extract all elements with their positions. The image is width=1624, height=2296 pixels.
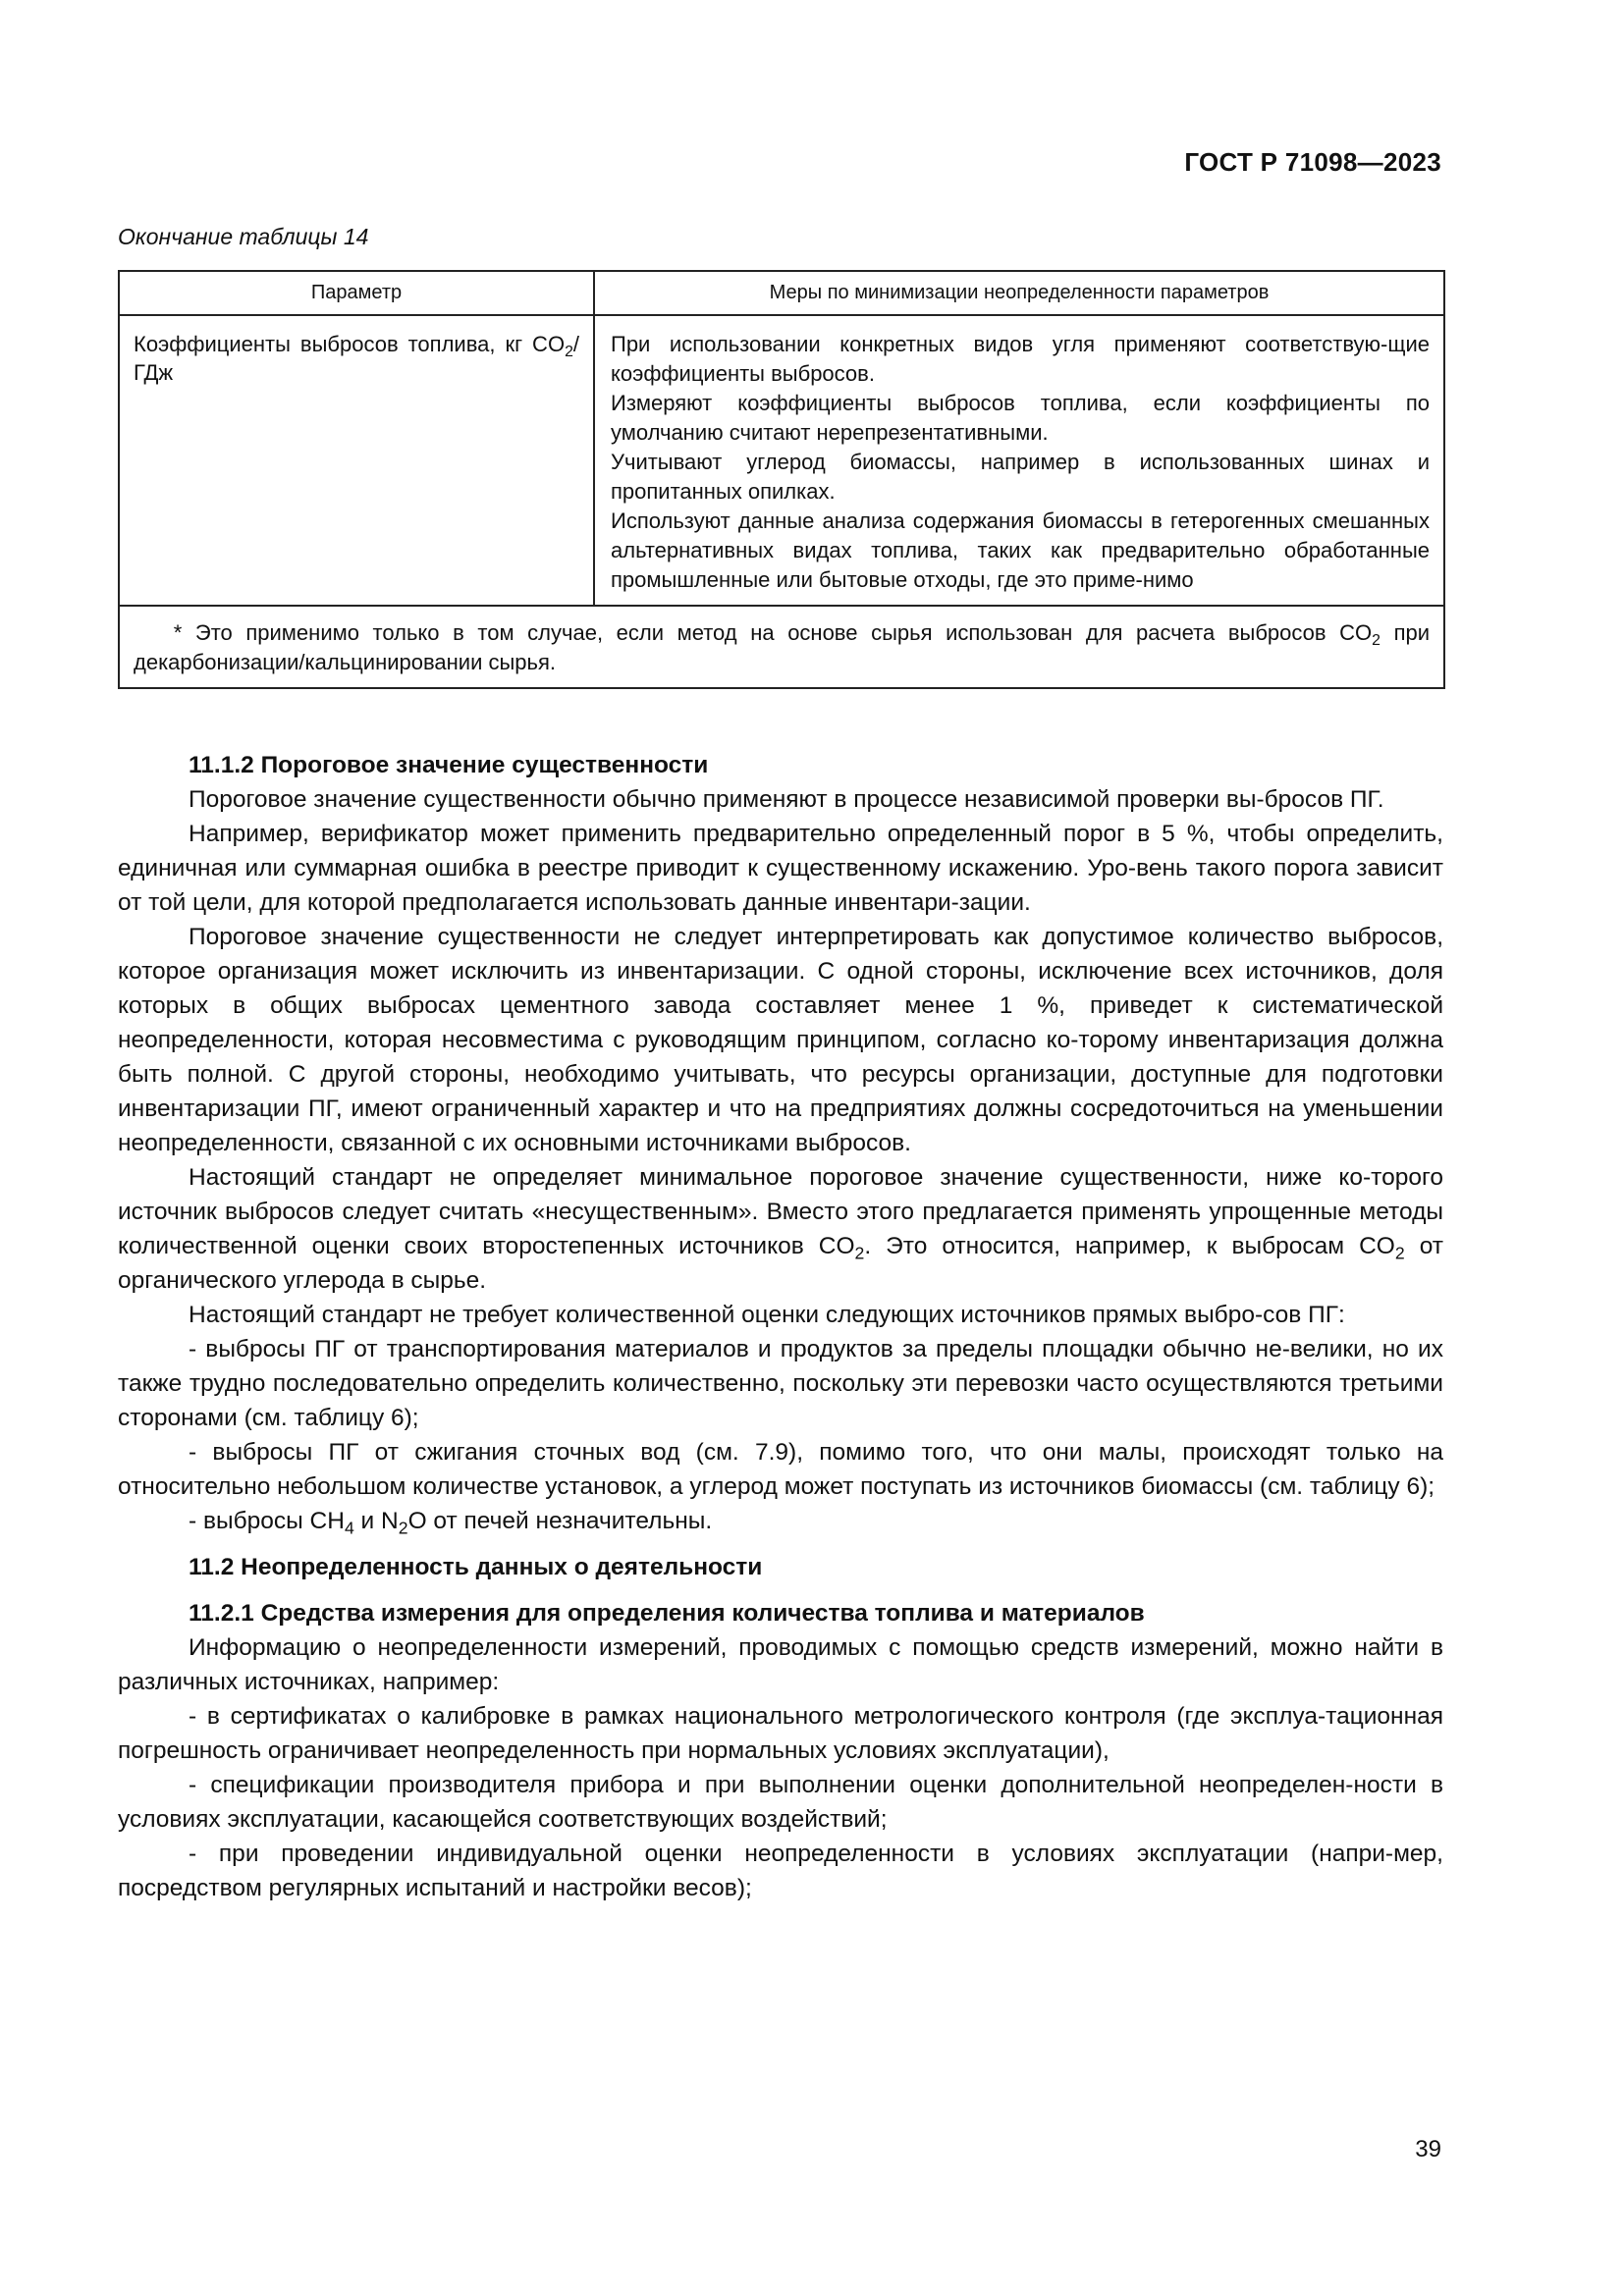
paragraph: Например, верификатор может применить предварительно определенный порог в 5 %, чтобы определить, единичная или суммарная ошибка в реестре приводит к существенному искажению. Уро-вень такого порога зависит от той цели, для которой предполагается использовать данные инвентари-зации.: [118, 821, 1443, 916]
list-item: - выбросы ПГ от транспортирования материалов и продуктов за пределы площадки обычно не-велики, но их также трудно последовательно определить количественно, поскольку эти перевозки часто осуществляются третьими сторонами (см. таблицу 6);: [118, 1336, 1443, 1431]
list-item: - спецификации производителя прибора и при выполнении оценки дополнительной неопределен-ности в условиях эксплуатации, касающейся соответствующих воздействий;: [118, 1772, 1443, 1833]
parameter-cell: [119, 315, 594, 606]
standard-code: ГОСТ Р 71098—2023: [1184, 147, 1441, 177]
page-number: 39: [1415, 2136, 1441, 2163]
section-heading-11-2: 11.2 Неопределенность данных о деятельности: [189, 1554, 763, 1580]
subscript: 2: [1394, 1243, 1405, 1263]
section-heading-11-2-1: 11.2.1 Средства измерения для определения количества топлива и материалов: [189, 1600, 1145, 1627]
table-row: [119, 315, 1444, 606]
subscript: 2: [565, 343, 573, 360]
paragraph: Пороговое значение существенности не следует интерпретировать как допустимое количество выбросов, которое организация может исключить из инвентаризации. С одной стороны, исключение всех источников, доля которых в общих выбросах цементного завода составляет менее 1 %, приведет к систематической неопределенности, которая несовместима с руководящим принципом, согласно ко-торому инвентаризация должна быть полной. С другой стороны, необходимо учитывать, что ресурсы организации, доступные для подготовки инвентаризации ПГ, имеют ограниченный характер и что на предприятиях должны сосредоточиться на уменьшении неопределенности, связанной с их основными источниками выбросов.: [118, 924, 1443, 1156]
footnote-tail: при декарбонизации/кальцинировании сырья.: [134, 620, 1430, 674]
table-14: [118, 270, 1445, 689]
measure-item: Учитывают углерод биомассы, например в использованных шинах и пропитанных опилках.: [611, 450, 1430, 504]
parameter-unit-tail: /ГДж: [134, 332, 579, 385]
paragraph: Пороговое значение существенности обычно применяют в процессе независимой проверки вы-бросов ПГ.: [189, 786, 1384, 813]
text-run: от органического углерода в сырье.: [118, 1233, 1443, 1294]
table-header-row: [119, 271, 1444, 315]
header-parameter: Параметр: [119, 271, 594, 315]
table-footnote: [119, 606, 1444, 688]
list-item: - в сертификатах о калибровке в рамках национального метрологического контроля (где эксплуа-тационная погрешность ограничивает неопределенность при нормальных условиях эксплуатации),: [118, 1703, 1443, 1764]
section-heading-11-1-2: 11.1.2 Пороговое значение существенности: [189, 752, 709, 778]
footnote-text: * Это применимо только в том случае, если метод на основе сырья использован для расчета выбросов CO: [173, 620, 1373, 645]
measure-item: Используют данные анализа содержания биомассы в гетерогенных смешанных альтернативных видах топлива, таких как предварительно обработанные промышленные или бытовые отходы, где это приме-нимо: [611, 508, 1430, 592]
table-footnote-row: [119, 606, 1444, 688]
document-body: [118, 748, 1443, 1905]
parameter-text: Коэффициенты выбросов топлива, кг CO: [134, 332, 566, 356]
text-run: - выбросы CH: [189, 1508, 345, 1534]
text-run: и N: [353, 1508, 399, 1534]
subscript: 2: [1372, 631, 1380, 649]
text-run: . Это относится, например, к выбросам CO: [864, 1233, 1395, 1259]
list-item: - при проведении индивидуальной оценки неопределенности в условиях эксплуатации (напри-мер, посредством регулярных испытаний и настройки весов);: [118, 1841, 1443, 1901]
paragraph: [118, 1160, 1443, 1298]
subscript: 2: [854, 1243, 865, 1263]
list-item: - выбросы ПГ от сжигания сточных вод (см. 7.9), помимо того, что они малы, происходят только на относительно небольшом количестве установок, а углерод может поступать из источников биомассы (см. таблицу 6);: [118, 1439, 1443, 1500]
text-run: Настоящий стандарт не определяет минимальное пороговое значение существенности, ниже ко-торого источник выбросов следует считать «несущественным». Вместо этого предлагается применять упрощенные методы количественной оценки своих второстепенных источников CO: [118, 1164, 1443, 1259]
list-item: [118, 1504, 1443, 1538]
table-caption: Окончание таблицы 14: [118, 224, 369, 249]
subscript: 4: [344, 1518, 354, 1538]
subscript: 2: [398, 1518, 408, 1538]
text-run: O от печей незначительны.: [407, 1508, 713, 1534]
header-measures: Меры по минимизации неопределенности параметров: [594, 271, 1444, 315]
measure-item: Измеряют коэффициенты выбросов топлива, если коэффициенты по умолчанию считают нерепрезентативными.: [611, 391, 1430, 445]
measures-cell: [594, 315, 1444, 606]
paragraph: Настоящий стандарт не требует количественной оценки следующих источников прямых выбро-сов ПГ:: [189, 1302, 1345, 1328]
paragraph: Информацию о неопределенности измерений, проводимых с помощью средств измерений, можно найти в различных источниках, например:: [118, 1634, 1443, 1695]
measure-item: При использовании конкретных видов угля применяют соответствую-щие коэффициенты выбросов.: [611, 332, 1430, 386]
